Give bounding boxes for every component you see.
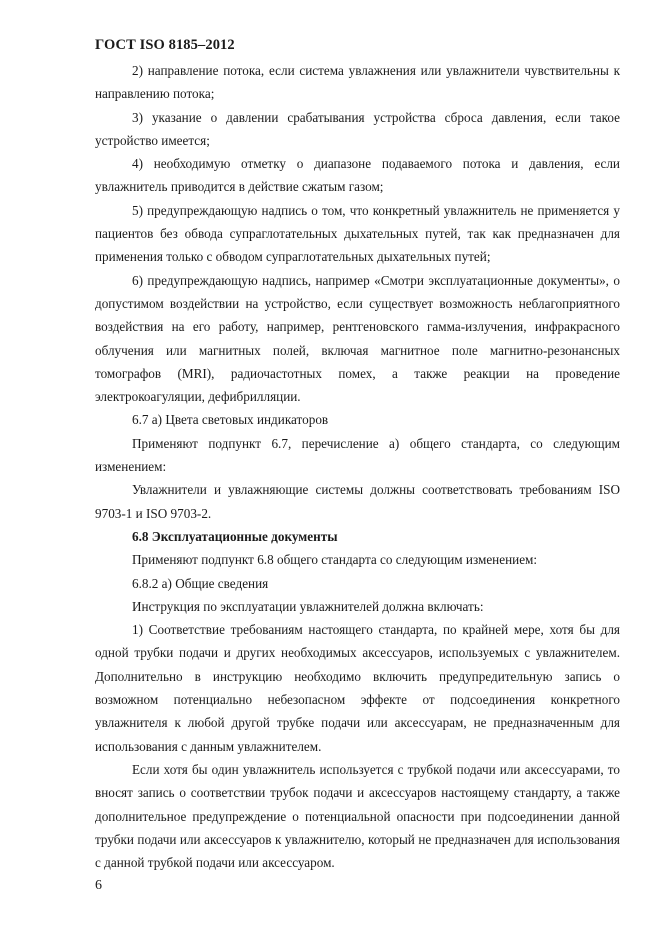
paragraph: Инструкция по эксплуатации увлажнителей должна включать: [132,598,484,614]
paragraph: Применяют подпункт 6.8 общего стандарта со следующим изменением: [132,552,538,568]
paragraph: Если хотя бы один увлажнитель используется с трубкой подачи или аксессуарами, то вносят запись о соответствии трубок подачи и аксессуаров настоящему стандарту, а также дополнительное предупреждение о потенциальной опасности при подсоединении данной трубки подачи или аксессуаров к увлажнителю, который не предназначен для использования с данной трубкой подачи или аксессуаром. [95,761,620,871]
list-item-2: 2) направление потока, если система увлажнения или увлажнители чувствительны к направлению потока; [95,63,620,102]
subsection-heading-6-7: 6.7 а) Цвета световых индикаторов [132,412,329,428]
subsection-heading-6-8-2: 6.8.2 а) Общие сведения [132,575,269,591]
list-item-4: 4) необходимую отметку о диапазоне подаваемого потока и давления, если увлажнитель приводится в действие сжатым газом; [95,156,620,195]
list-item-5: 5) предупреждающую надпись о том, что конкретный увлажнитель не применяется у пациентов без обвода супраглотательных дыхательных путей, так как предназначен для применения только с обводом супраглотательных дыхательных путей; [95,202,620,265]
document-body [95,59,620,874]
section-heading-6-8: 6.8 Эксплуатационные документы [132,528,338,544]
document-header: ГОСТ ISO 8185–2012 [95,37,235,53]
list-item-3: 3) указание о давлении срабатывания устройства сброса давления, если такое устройство имеется; [95,109,620,148]
paragraph: Увлажнители и увлажняющие системы должны соответствовать требованиям ISO 9703-1 и ISO 9703-2. [95,482,620,521]
paragraph: Применяют подпункт 6.7, перечисление а) общего стандарта, со следующим изменением: [95,435,620,475]
list-item-6: 6) предупреждающую надпись, например «Смотри эксплуатационные документы», о допустимом воздействии на устройство, если существует возможность неблагоприятного воздействия на его работу, например, рентгеновского гамма-излучения, инфракрасного облучения или магнитных полей, включая магнитное поле магнитно-резонансных томографов (MRI), радиочастотных помех, а также реакции на проведение электрокоагуляции, дефибрилляции. [95,272,620,405]
list-item-1: 1) Соответствие требованиям настоящего стандарта, по крайней мере, хотя бы для одной трубки подачи и других необходимых аксессуаров, используемых с увлажнителем. Дополнительно в инструкцию необходимо включить предупредительную запись о возможном потенциально небезопасном эффекте от подсоединения конкретного увлажнителя к любой другой трубке подачи или аксессуарам, не предназначенным для использования с данным увлажнителем. [95,622,620,754]
page-number: 6 [95,878,102,893]
